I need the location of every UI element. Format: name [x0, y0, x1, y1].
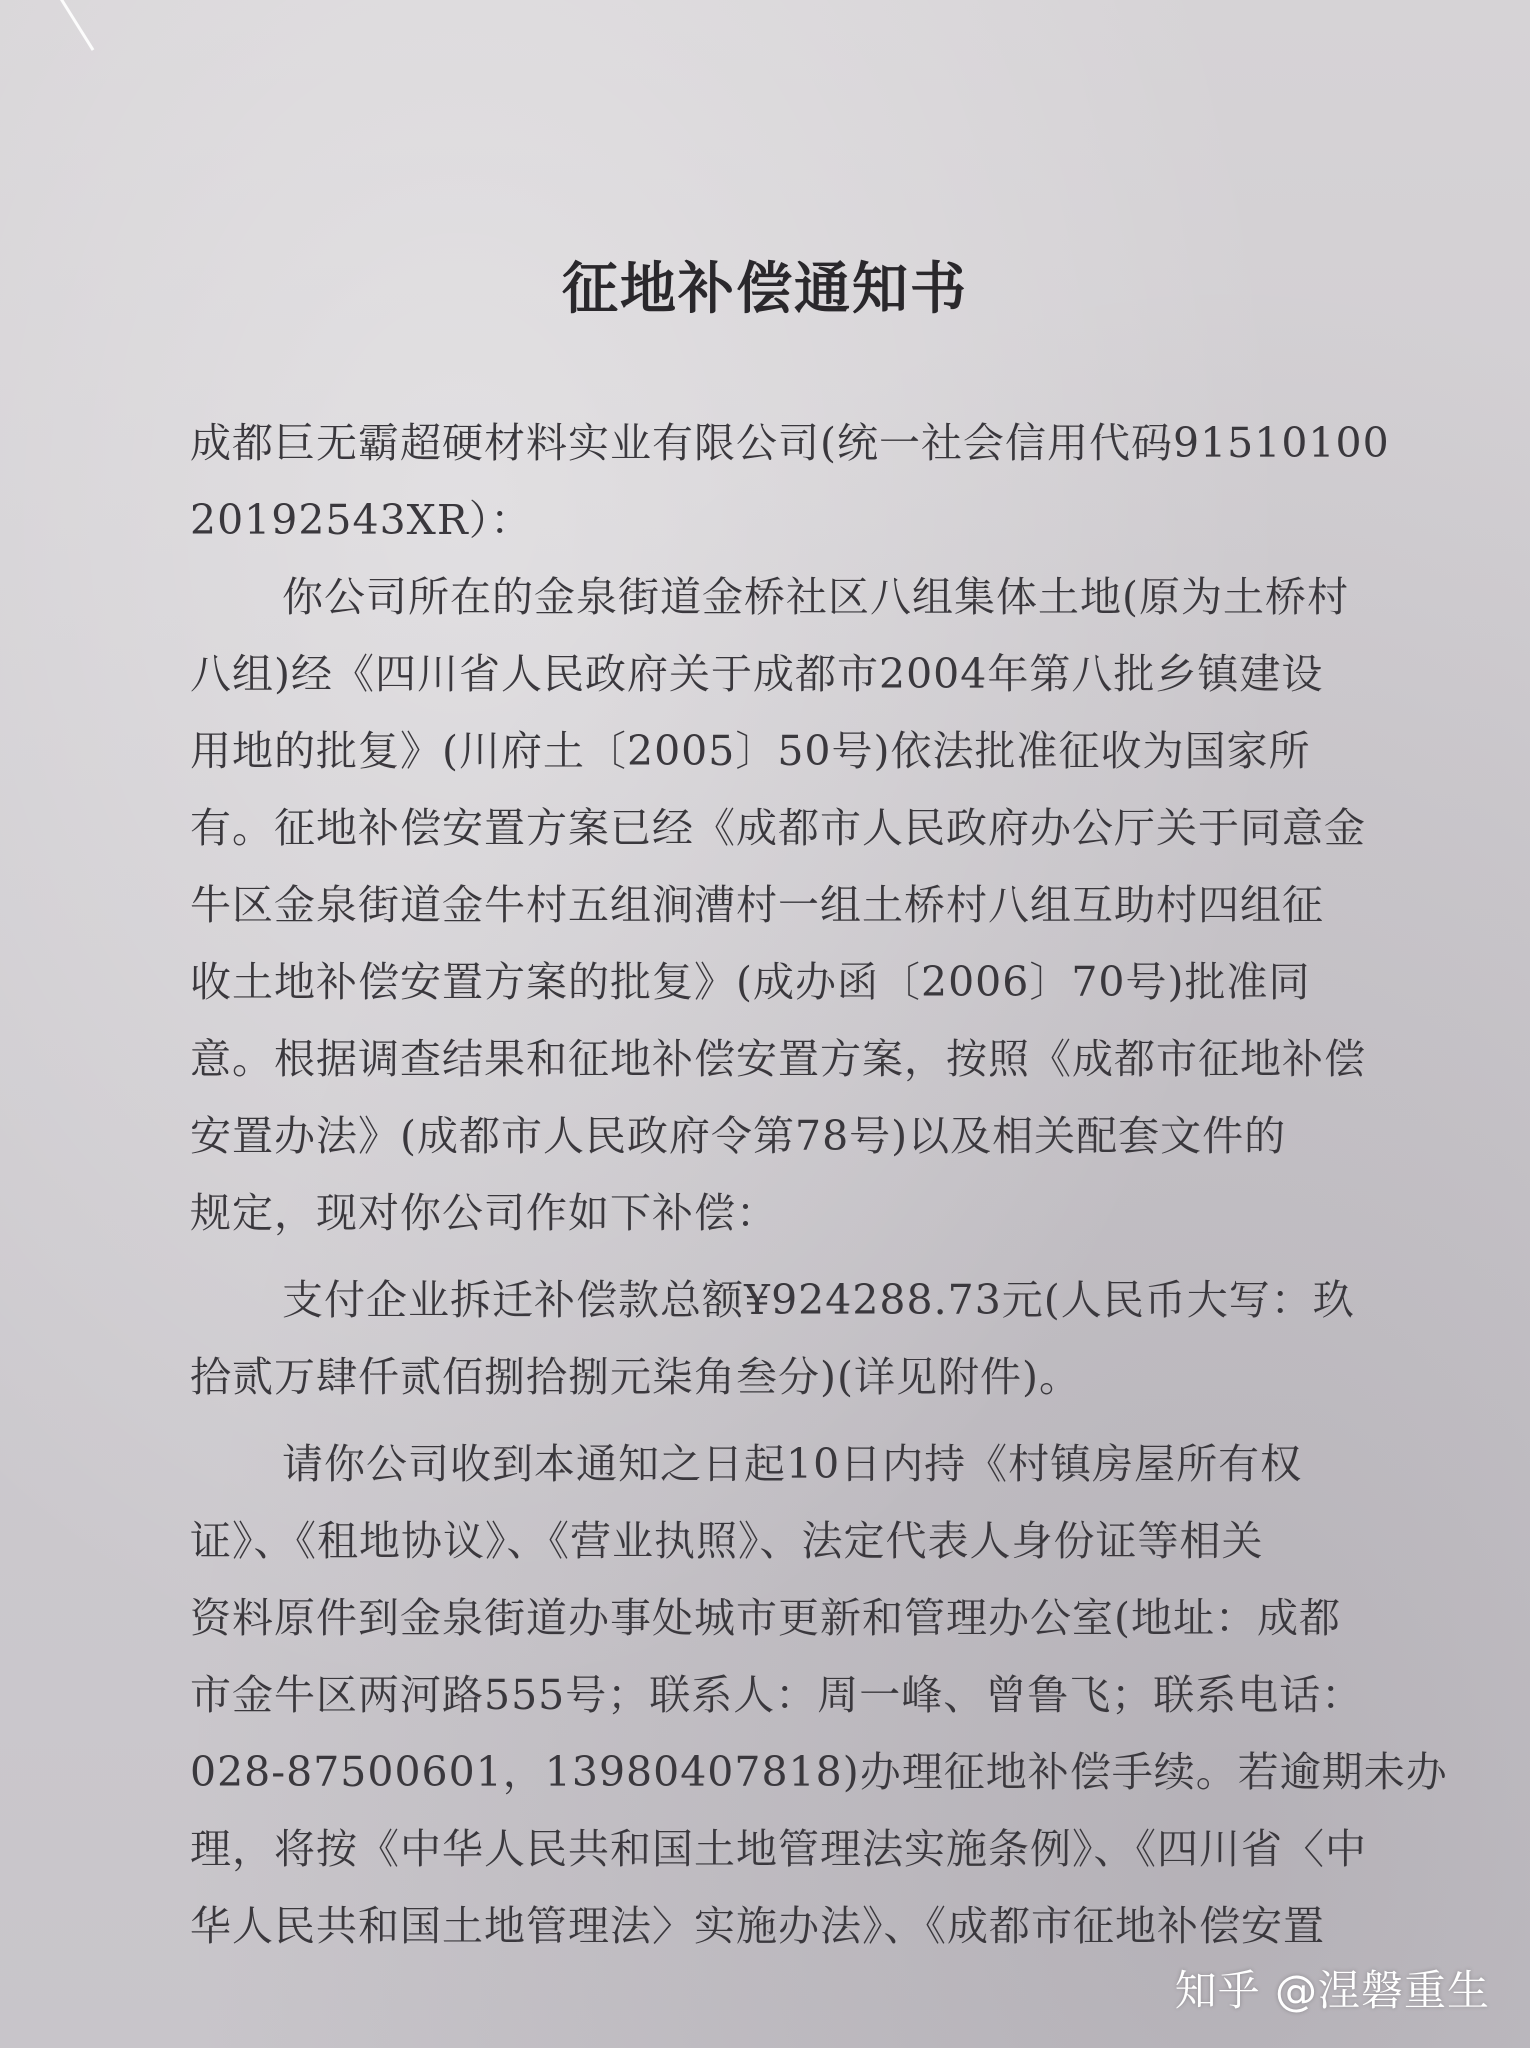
- paragraph-1-line-3: 用地的批复》(川府土〔2005〕50号)依法批准征收为国家所: [190, 727, 1311, 775]
- paragraph-3-line-2: 证》、《租地协议》、《营业执照》、法定代表人身份证等相关: [190, 1517, 1264, 1565]
- paragraph-1-line-6: 收土地补偿安置方案的批复》(成办函〔2006〕70号)批准同: [190, 958, 1311, 1006]
- recipient-line-1: 成都巨无霸超硬材料实业有限公司(统一社会信用代码91510100: [190, 419, 1390, 467]
- paper-crease: [60, 0, 94, 51]
- paragraph-1-line-7: 意。根据调查结果和征地补偿安置方案，按照《成都市征地补偿: [190, 1035, 1366, 1083]
- paragraph-3-line-5: 028-87500601，13980407818)办理征地补偿手续。若逾期未办: [190, 1748, 1448, 1796]
- paragraph-3-line-6: 理，将按《中华人民共和国土地管理法实施条例》、《四川省〈中: [190, 1825, 1367, 1873]
- paragraph-1-line-8: 安置办法》(成都市人民政府令第78号)以及相关配套文件的: [190, 1112, 1287, 1160]
- document-title: 征地补偿通知书: [562, 256, 968, 322]
- paragraph-1-line-1: 你公司所在的金泉街道金桥社区八组集体土地(原为土桥村: [282, 573, 1349, 621]
- paragraph-1-line-2: 八组)经《四川省人民政府关于成都市2004年第八批乡镇建设: [190, 650, 1324, 698]
- paragraph-3-line-7: 华人民共和国土地管理法〉实施办法》、《成都市征地补偿安置: [190, 1902, 1325, 1950]
- paragraph-3-line-1: 请你公司收到本通知之日起10日内持《村镇房屋所有权: [282, 1440, 1303, 1488]
- document-body: [190, 405, 1448, 1965]
- paragraph-1-line-5: 牛区金泉街道金牛村五组涧漕村一组土桥村八组互助村四组征: [190, 881, 1324, 929]
- paragraph-2-line-1: 支付企业拆迁补偿款总额¥924288.73元(人民币大写：玖: [282, 1276, 1355, 1324]
- zhihu-watermark: 知乎 @涅磐重生: [1174, 1966, 1490, 2015]
- paragraph-1-line-4: 有。征地补偿安置方案已经《成都市人民政府办公厅关于同意金: [190, 804, 1366, 852]
- paragraph-1-line-9: 规定，现对你公司作如下补偿：: [190, 1189, 778, 1237]
- recipient-line-2: 20192543XR）：: [190, 496, 533, 544]
- paragraph-2-line-2: 拾贰万肆仟贰佰捌拾捌元柒角叁分)(详见附件)。: [190, 1353, 1081, 1401]
- paragraph-3-line-4: 市金牛区两河路555号；联系人：周一峰、曾鲁飞；联系电话：: [190, 1671, 1364, 1719]
- paragraph-3-line-3: 资料原件到金泉街道办事处城市更新和管理办公室(地址：成都: [190, 1594, 1341, 1642]
